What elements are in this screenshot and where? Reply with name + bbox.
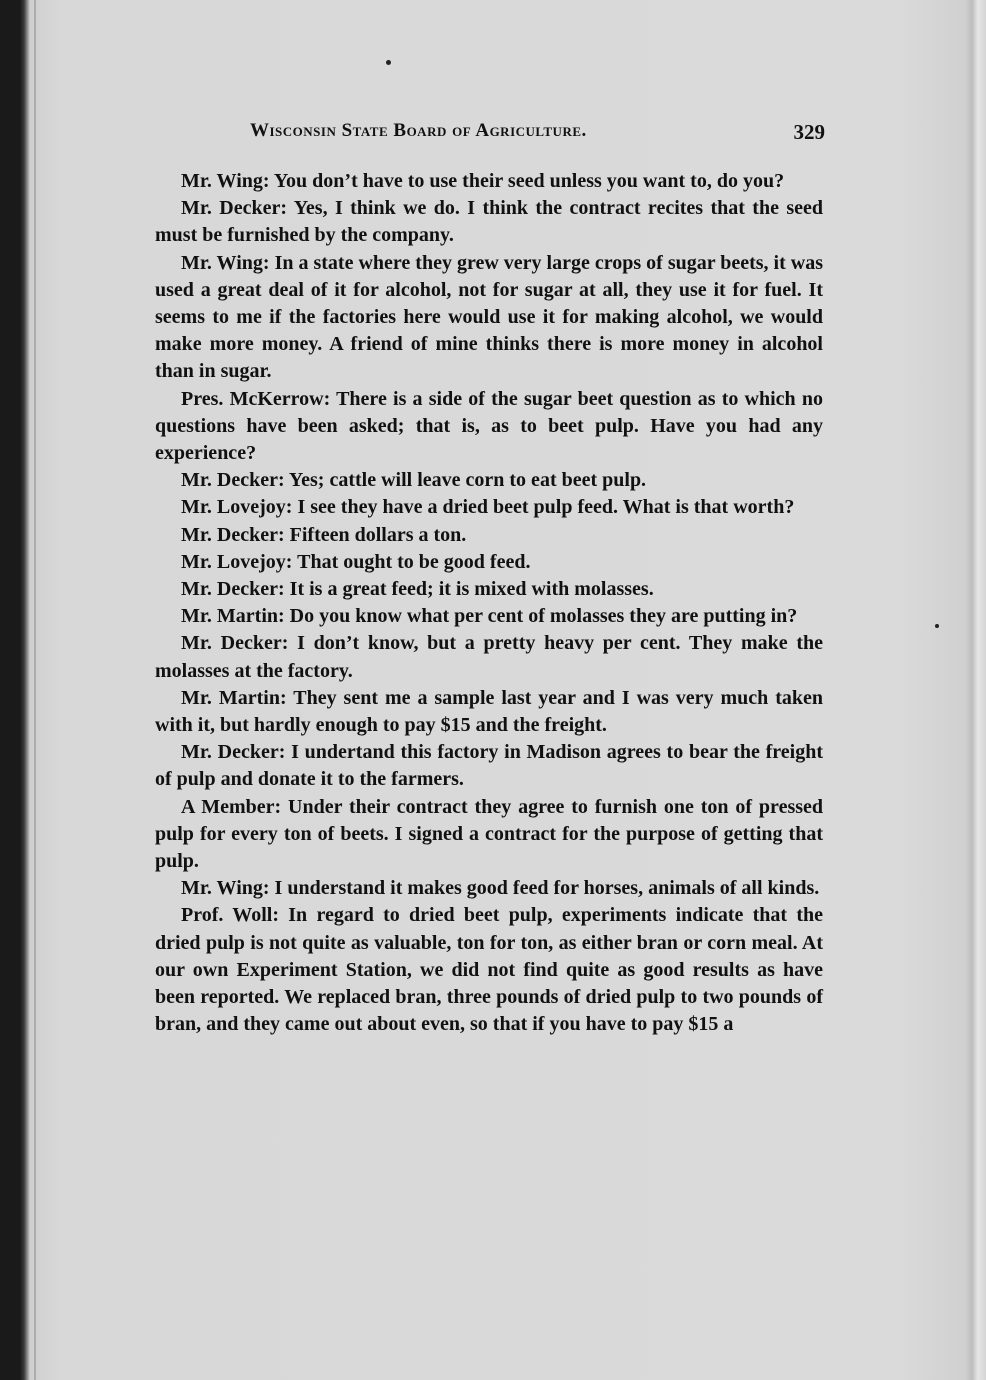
speaker-name: Mr. Wing: — [181, 251, 270, 274]
dialogue-paragraph — [155, 386, 823, 468]
speech-text: I don’t know, but a pretty heavy per cent. They make the molasses at the factory. — [155, 632, 824, 682]
ink-speck — [386, 60, 391, 65]
speaker-name: Mr. Martin: — [181, 686, 287, 709]
speaker-name: Mr. Wing: — [181, 877, 270, 900]
speaker-name: Mr. Lovejoy: — [181, 550, 293, 573]
speech-text: Yes; cattle will leave corn to eat beet pulp. — [288, 469, 647, 492]
speaker-name: Mr. Wing: — [181, 170, 270, 192]
dialogue-paragraph — [155, 168, 823, 195]
speech-text: You don’t have to use their seed unless you want to, do you? — [273, 170, 785, 192]
speech-text: In regard to dried beet pulp, experiments indicate that the dried pulp is not quite as valuable, ton for ton, as either bran or corn meal. At our own Experiment Station, we did not find quite as good results as have been reported. We replaced bran, three pounds of dried pulp to two pounds of bran, and they came out about even, so that if you have to pay $15 a — [155, 904, 824, 1036]
speech-text: It is a great feed; it is mixed with molasses. — [289, 578, 654, 601]
running-header-title: Wisconsin State Board of Agriculture. — [250, 120, 587, 141]
dialogue-paragraph — [155, 603, 823, 630]
speaker-name: Mr. Martin: — [181, 605, 285, 628]
speech-text: Yes, I think we do. I think the contract recites that the seed must be furnished by the company. — [155, 197, 823, 247]
speaker-name: Mr. Decker: — [181, 523, 285, 546]
speech-text: In a state where they grew very large crops of sugar beets, it was used a great deal of it for alcohol, not for sugar at all, they use it for fuel. It seems to me if the factories here would use it for making alcohol, we would make more money. A friend of mine thinks there is more money in alcohol than in sugar. — [155, 251, 824, 383]
dialogue-paragraph — [155, 630, 823, 684]
speaker-name: Mr. Decker: — [181, 469, 285, 492]
speaker-name: Mr. Decker: — [181, 197, 288, 220]
dialogue-paragraph — [155, 902, 823, 1038]
running-header — [250, 120, 825, 150]
ink-speck — [935, 624, 939, 628]
dialogue-paragraph — [155, 467, 823, 494]
speech-text: There is a side of the sugar beet question as to which no questions have been asked; that is, as to beet pulp. Have you had any experience? — [155, 387, 823, 465]
dialogue-paragraph — [155, 875, 823, 902]
speaker-name: Mr. Decker: — [181, 578, 285, 601]
page-binding-edge — [34, 0, 36, 1380]
dialogue-paragraph — [155, 195, 823, 249]
speaker-name: Mr. Decker: — [181, 632, 289, 655]
dialogue-paragraph — [155, 576, 823, 603]
speech-text: Under their contract they agree to furnish one ton of pressed pulp for every ton of beets. I signed a contract for the purpose of getting that pulp. — [155, 795, 824, 873]
speech-text: I undertand this factory in Madison agrees to bear the freight of pulp and donate it to the farmers. — [155, 741, 824, 791]
body-text — [155, 168, 823, 1039]
speaker-name: A Member: — [181, 795, 282, 818]
speaker-name: Pres. McKerrow: — [181, 387, 331, 410]
speaker-name: Prof. Woll: — [181, 904, 279, 927]
dialogue-paragraph — [155, 685, 823, 739]
page-number: 329 — [793, 120, 825, 144]
dialogue-paragraph — [155, 739, 823, 793]
dialogue-paragraph — [155, 549, 823, 576]
speech-text: Fifteen dollars a ton. — [289, 523, 467, 546]
speech-text: That ought to be good feed. — [297, 550, 531, 573]
speech-text: I see they have a dried beet pulp feed. What is that worth? — [297, 496, 795, 519]
dialogue-paragraph — [155, 794, 823, 876]
dialogue-paragraph — [155, 494, 823, 521]
speaker-name: Mr. Decker: — [181, 741, 286, 764]
speaker-name: Mr. Lovejoy: — [181, 496, 293, 519]
dialogue-paragraph — [155, 250, 823, 386]
dialogue-paragraph — [155, 522, 823, 549]
speech-text: Do you know what per cent of molasses they are putting in? — [289, 605, 798, 628]
speech-text: I understand it makes good feed for horses, animals of all kinds. — [274, 877, 820, 900]
speech-text: They sent me a sample last year and I was very much taken with it, but hardly enough to pay $15 and the freight. — [155, 686, 824, 737]
